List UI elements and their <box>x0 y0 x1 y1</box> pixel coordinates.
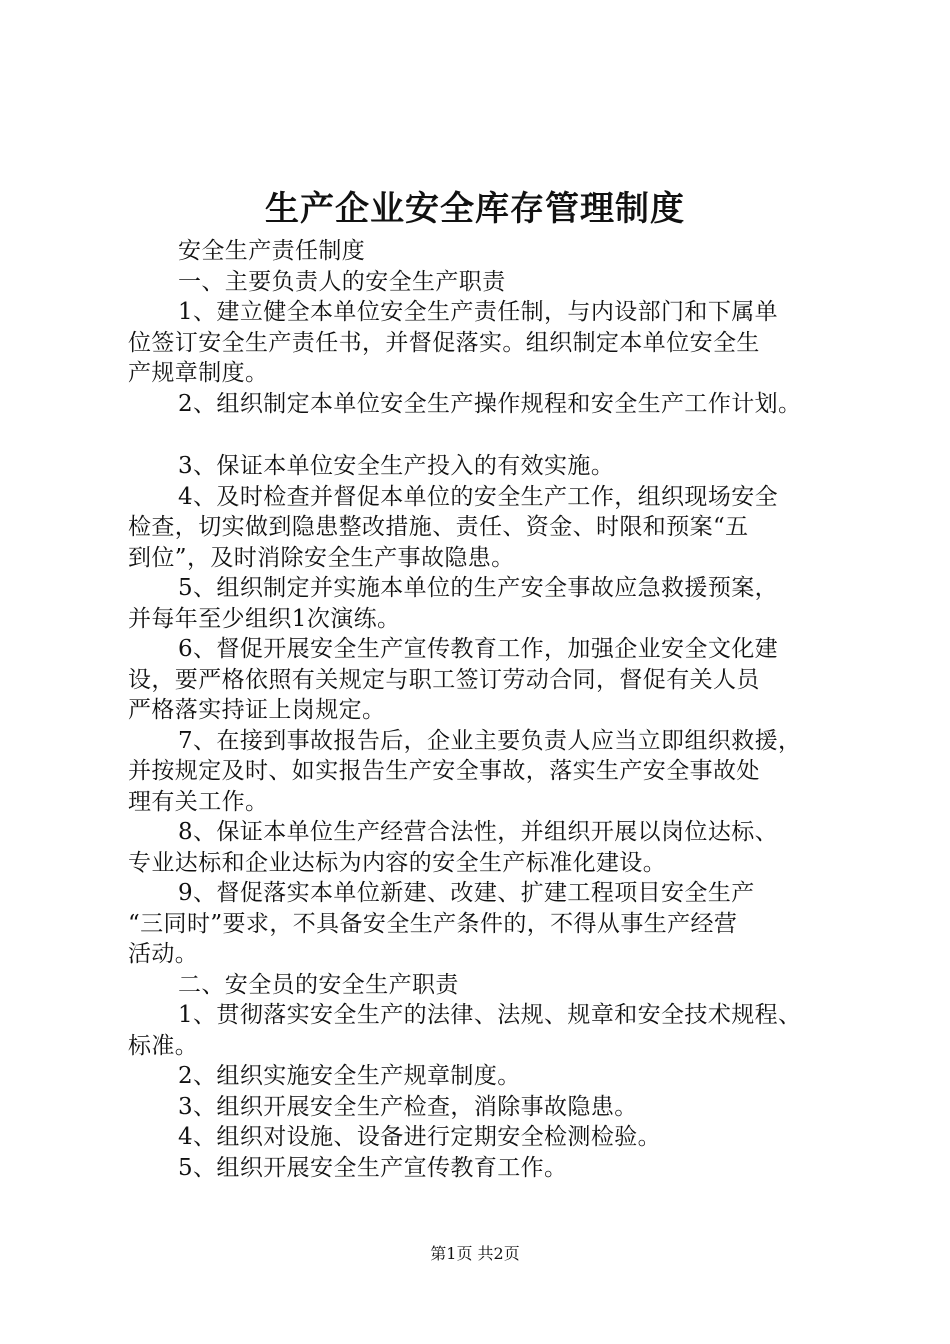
paragraph-line: 6、督促开展安全生产宣传教育工作，加强企业安全文化建 <box>178 636 779 662</box>
document-body <box>128 236 848 1183</box>
paragraph-line: 产规章制度。 <box>128 360 269 386</box>
paragraph-line: 5、组织制定并实施本单位的生产安全事故应急救援预案， <box>178 575 779 601</box>
paragraph-line: 设，要严格依照有关规定与职工签订劳动合同，督促有关人员 <box>128 666 760 693</box>
paragraph-line: 标准。 <box>128 1032 199 1059</box>
paragraph-line: 到位”，及时消除安全生产事故隐患。 <box>128 544 515 571</box>
paragraph-line: 5、组织开展安全生产宣传教育工作。 <box>178 1154 568 1181</box>
paragraph-line: 并每年至少组织1次演练。 <box>128 605 401 632</box>
document-title: 生产企业安全库存管理制度 <box>265 189 685 229</box>
section-heading: 安全生产责任制度 <box>178 238 366 264</box>
paragraph-line: 并按规定及时、如实报告生产安全事故，落实生产安全事故处 <box>128 758 760 784</box>
section-heading: 二、安全员的安全生产职责 <box>178 971 459 998</box>
blank-line <box>128 419 848 451</box>
paragraph-line: 3、组织开展安全生产检查，消除事故隐患。 <box>178 1093 638 1120</box>
section-heading: 一、主要负责人的安全生产职责 <box>178 268 506 295</box>
paragraph-line: 7、在接到事故报告后，企业主要负责人应当立即组织救援， <box>178 727 802 754</box>
paragraph-line: 活动。 <box>128 941 199 967</box>
paragraph-line: 3、保证本单位安全生产投入的有效实施。 <box>178 453 615 479</box>
paragraph-line: 严格落实持证上岗规定。 <box>128 697 386 723</box>
paragraph-line: 1、贯彻落实安全生产的法律、法规、规章和安全技术规程、 <box>178 1002 802 1028</box>
paragraph-line: 检查，切实做到隐患整改措施、责任、资金、时限和预案“五 <box>128 514 749 540</box>
paragraph-line: 4、及时检查并督促本单位的安全生产工作，组织现场安全 <box>178 483 779 510</box>
paragraph-line: 2、组织制定本单位安全生产操作规程和安全生产工作计划。 <box>178 390 802 417</box>
paragraph-line: 位签订安全生产责任书，并督促落实。组织制定本单位安全生 <box>128 329 760 356</box>
paragraph-line: “三同时”要求，不具备安全生产条件的，不得从事生产经营 <box>128 910 738 937</box>
paragraph-line: 专业达标和企业达标为内容的安全生产标准化建设。 <box>128 849 667 876</box>
paragraph-line: 9、督促落实本单位新建、改建、扩建工程项目安全生产 <box>178 880 755 906</box>
paragraph-line: 2、组织实施安全生产规章制度。 <box>178 1063 521 1089</box>
paragraph-line: 1、建立健全本单位安全生产责任制，与内设部门和下属单 <box>178 299 779 325</box>
paragraph-line: 理有关工作。 <box>128 788 269 815</box>
page-footer: 第1页 共2页 <box>430 1244 520 1263</box>
paragraph-line: 8、保证本单位生产经营合法性，并组织开展以岗位达标、 <box>178 819 779 845</box>
paragraph-line: 4、组织对设施、设备进行定期安全检测检验。 <box>178 1124 662 1150</box>
